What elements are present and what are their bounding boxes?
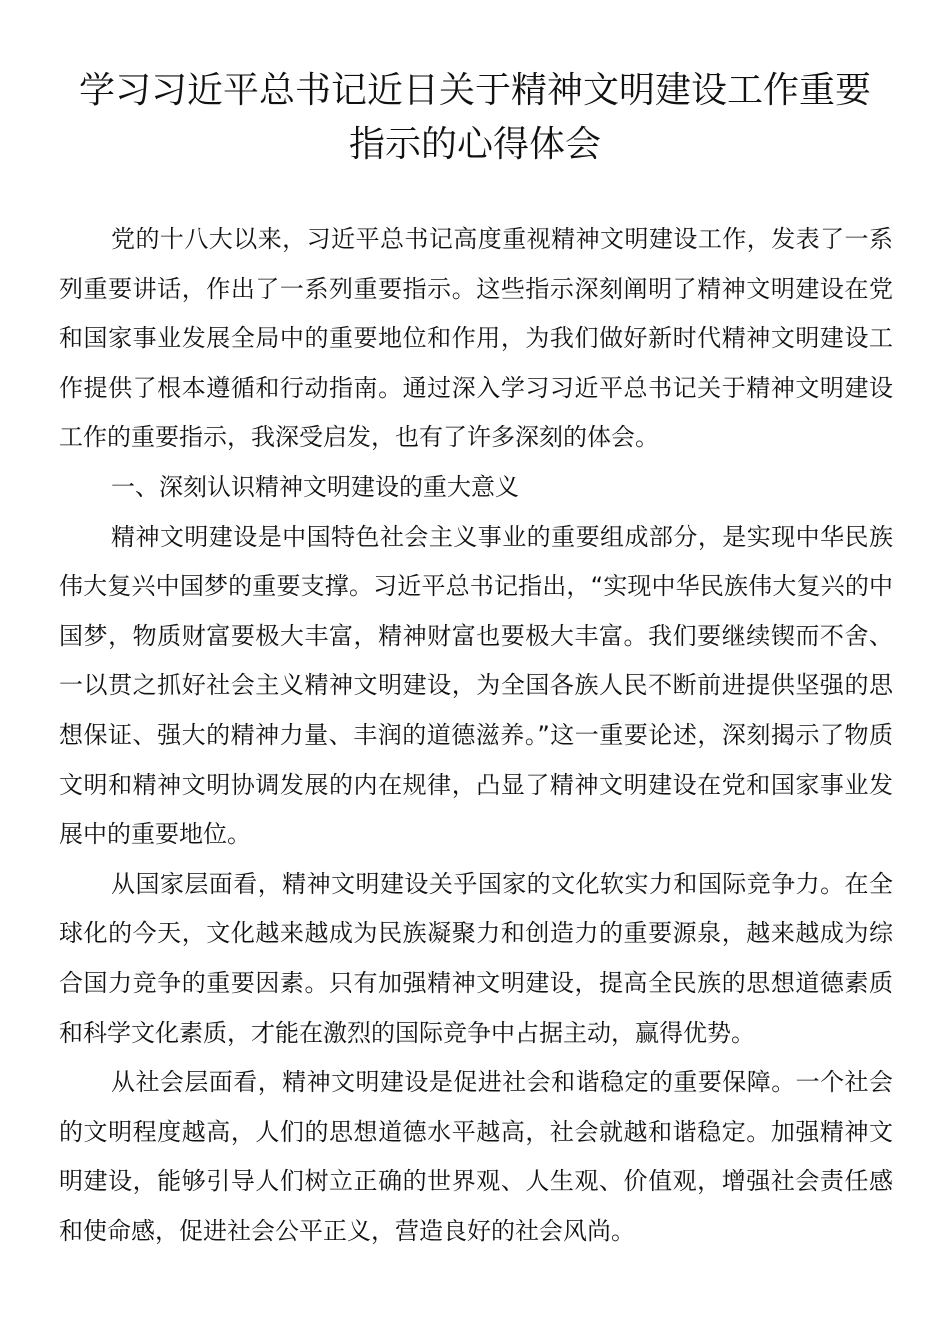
section-heading-1: 一、深刻认识精神文明建设的重大意义 xyxy=(111,472,519,501)
paragraph-social-level: 从社会层面看，精神文明建设是促进社会和谐稳定的重要保障。一个社会的文明程度越高，人们的思想道德水平越高，社会就越和谐稳定。加强精神文明建设，能够引导人们树立正确的世界观、人生观、价值观，增强社会责任感和使命感，促进社会公平正义，营造良好的社会风尚。 xyxy=(59,1068,893,1245)
paragraph-intro: 党的十八大以来，习近平总书记高度重视精神文明建设工作，发表了一系列重要讲话，作出了一系列重要指示。这些指示深刻阐明了精神文明建设在党和国家事业发展全局中的重要地位和作用，为我们做好新时代精神文明建设工作提供了根本遵循和行动指南。通过深入学习习近平总书记关于精神文明建设工作的重要指示，我深受启发，也有了许多深刻的体会。 xyxy=(59,225,893,452)
document-body xyxy=(59,215,893,1256)
paragraph-significance: 精神文明建设是中国特色社会主义事业的重要组成部分，是实现中华民族伟大复兴中国梦的重要支撑。习近平总书记指出，“实现中华民族伟大复兴的中国梦，物质财富要极大丰富，精神财富也要极大丰富。我们要继续锲而不舍、一以贯之抓好社会主义精神文明建设，为全国各族人民不断前进提供坚强的思想保证、强大的精神力量、丰润的道德滋养。”这一重要论述，深刻揭示了物质文明和精神文明协调发展的内在规律，凸显了精神文明建设在党和国家事业发展中的重要地位。 xyxy=(59,522,893,849)
paragraph-national-level: 从国家层面看，精神文明建设关乎国家的文化软实力和国际竞争力。在全球化的今天，文化越来越成为民族凝聚力和创造力的重要源泉，越来越成为综合国力竞争的重要因素。只有加强精神文明建设，提高全民族的思想道德素质和科学文化素质，才能在激烈的国际竞争中占据主动，赢得优势。 xyxy=(59,869,893,1047)
document-title: 学习习近平总书记近日关于精神文明建设工作重要指示的心得体会 xyxy=(78,70,871,165)
